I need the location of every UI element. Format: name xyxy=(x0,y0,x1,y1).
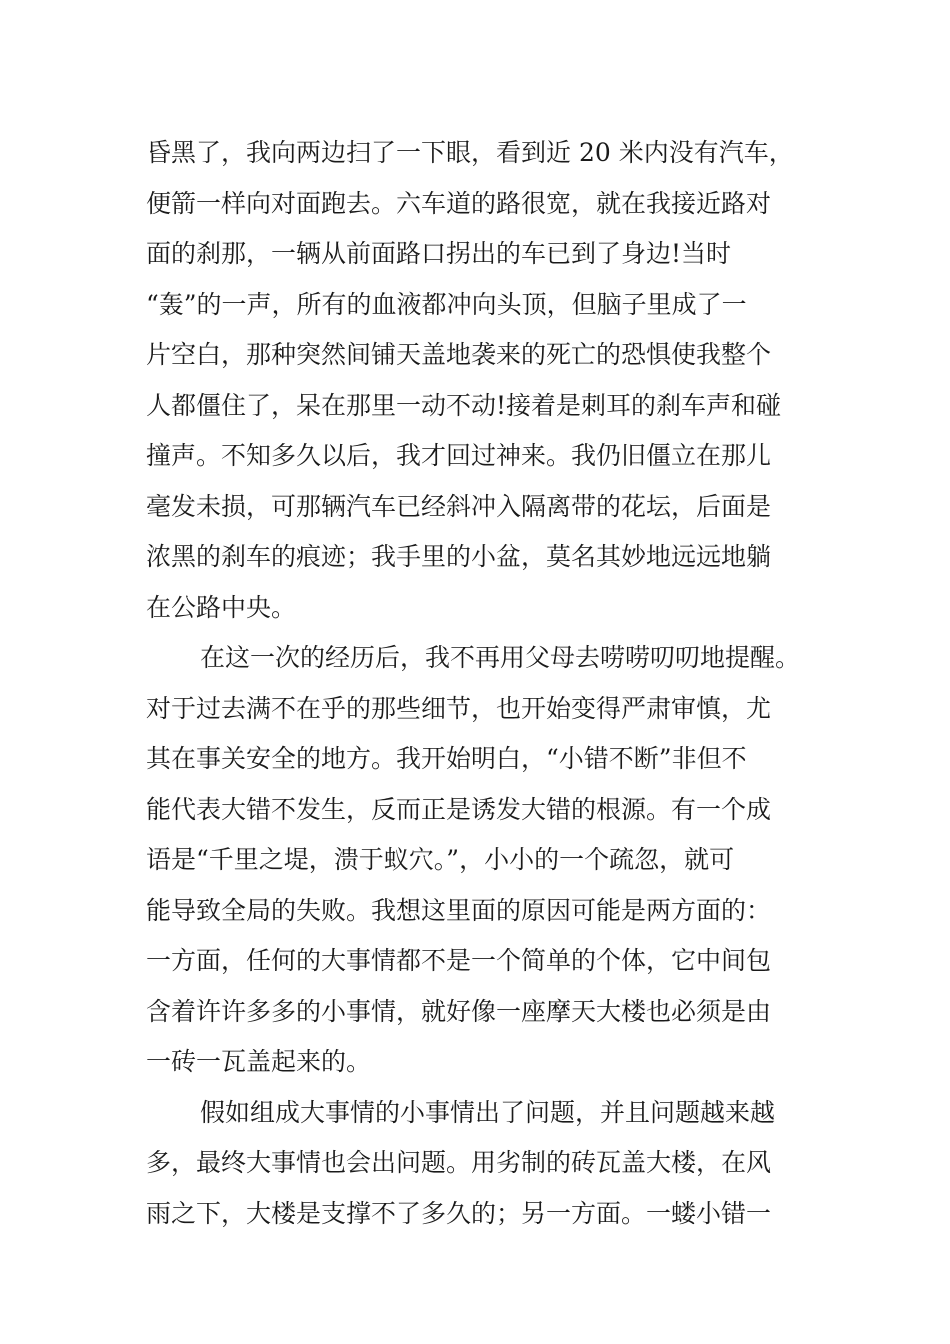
text-line: “轰”的一声，所有的血液都冲向头顶，但脑子里成了一 xyxy=(146,289,747,319)
text-line: 含着许许多多的小事情，就好像一座摩天大楼也必须是由 xyxy=(146,996,772,1026)
text-line: 昏黑了，我向两边扫了一下眼，看到近 20 米内没有汽车， xyxy=(146,138,794,167)
text-line: 语是“千里之堤，溃于蚁穴。”，小小的一个疏忽，就可 xyxy=(146,845,735,874)
text-line: 撞声。不知多久以后，我才回过神来。我仍旧僵立在那儿 xyxy=(146,441,772,470)
text-line: 对于过去满不在乎的那些细节，也开始变得严肃审慎，尤 xyxy=(146,693,772,723)
text-line: 多，最终大事情也会出问题。用劣制的砖瓦盖大楼，在风 xyxy=(146,1148,772,1177)
text-line: 人都僵住了，呆在那里一动不动!接着是刺耳的刹车声和碰 xyxy=(146,390,782,420)
text-line: 雨之下，大楼是支撑不了多久的；另一方面。一蝼小错一 xyxy=(146,1198,772,1228)
text-line: 其在事关安全的地方。我开始明白，“小错不断”非但不 xyxy=(146,744,747,773)
text-line: 片空白，那种突然间铺天盖地袭来的死亡的恐惧使我整个 xyxy=(146,340,772,369)
text-line: 毫发未损，可那辆汽车已经斜冲入隔离带的花坛，后面是 xyxy=(146,491,772,521)
body-text xyxy=(146,128,826,1239)
text-line: 一方面，任何的大事情都不是一个简单的个体，它中间包 xyxy=(146,946,772,975)
text-line: 一砖一瓦盖起来的。 xyxy=(146,1047,372,1076)
text-line: 便箭一样向对面跑去。六车道的路很宽，就在我接近路对 xyxy=(146,188,772,218)
text-line: 能导致全局的失败。我想这里面的原因可能是两方面的： xyxy=(146,895,772,925)
paragraph-start-line: 假如组成大事情的小事情出了问题，并且问题越来越 xyxy=(200,1097,776,1127)
text-line: 浓黑的刹车的痕迹；我手里的小盆，莫名其妙地远远地躺 xyxy=(146,542,772,571)
text-line: 面的刹那，一辆从前面路口拐出的车已到了身边!当时 xyxy=(146,239,732,268)
paragraph-start-line: 在这一次的经历后，我不再用父母去唠唠叨叨地提醒。 xyxy=(200,643,801,672)
text-line: 能代表大错不发生，反而正是诱发大错的根源。有一个成 xyxy=(146,794,772,824)
text-line: 在公路中央。 xyxy=(146,592,297,622)
